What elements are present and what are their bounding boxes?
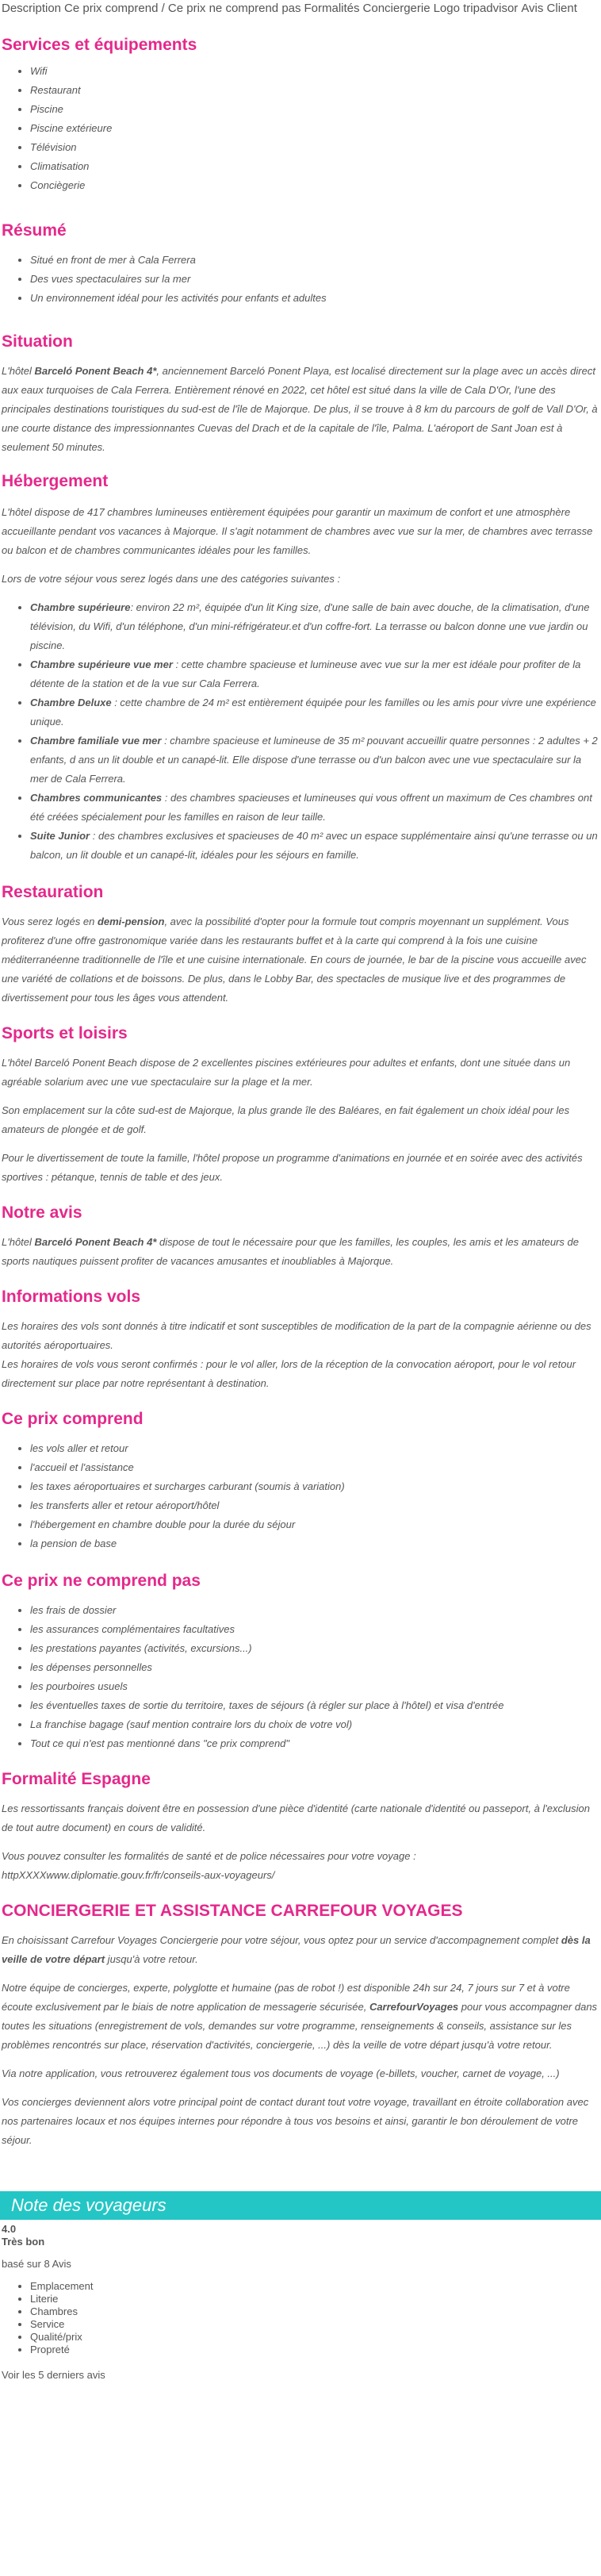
list-item: • les taxes aéroportuaires et surcharges carburant (soumis à variation) (30, 1477, 601, 1496)
notes-label: Très bon (2, 2236, 45, 2248)
notes-header (0, 2191, 601, 2220)
ne-comprend-title: Ce prix ne comprend pas (2, 1572, 201, 1590)
list-item: • Tout ce qui n'est pas mentionné dans "ce prix comprend" (30, 1734, 601, 1753)
hebergement-intro: L'hôtel dispose de 417 chambres lumineuses entièrement équipées pour garantir un maximum de confort et une atmosphère accueillante pendant vos vacances à Majorque. Il s'agit notamment de chambres avec vue sur la mer, de chambres avec terrasse ou balcon et de chambres communicantes idéales pour les familles. (2, 506, 593, 556)
rooms-list (0, 598, 601, 865)
tab-avis-client[interactable]: Avis Client (521, 2, 577, 15)
list-item: • Des vues spectaculaires sur la mer (30, 270, 601, 289)
criterion-item: • Emplacement (30, 2280, 601, 2293)
room-item: • Chambre Deluxe : cette chambre de 24 m² est entièrement équipée pour les familles ou les amis pour vivre une expérience unique. (30, 693, 601, 731)
hebergement-title: Hébergement (2, 472, 109, 490)
room-item: • Chambre supérieure: environ 22 m², équipée d'un lit King size, d'une salle de bain avec douche, de la climatisation, d'une télévision, du Wifi, d'un téléphone, d'un mini-réfrigérateur.et d'un coffre-fort. La terrasse ou balcon donne une vue jardin ou piscine. (30, 598, 601, 655)
criterion-item: • Propreté (30, 2344, 601, 2356)
restauration-title: Restauration (2, 883, 104, 901)
conciergerie-p2: Notre équipe de concierges, experte, polyglotte et humaine (pas de robot !) est disponible 24h sur 24, 7 jours sur 7 et à votre écoute exclusivement par le biais de notre application de messagerie sécurisée, CarrefourVoyages pour vous accompagner dans toutes les situations (enregistrement de vols, demandes sur votre programme, renseignements & conseils, assistance sur les problèmes rencontrés sur place, réservation d'activités, conciergerie, ...) dès la veille de votre départ jusqu'à votre retour. (2, 1982, 598, 2051)
tab-logo-tripadvisor[interactable]: Logo tripadvisor (433, 2, 519, 15)
conciergerie-p1: En choisissant Carrefour Voyages Conciergerie pour votre séjour, vous optez pour un service d'accompagnement complet dès la veille de votre départ jusqu'à votre retour. (2, 1934, 591, 1965)
avis-hotel-name: Barceló Ponent Beach 4* (34, 1236, 157, 1248)
conciergerie-p3: Via notre application, vous retrouverez également tous vos documents de voyage (e-billets, voucher, carnet de voyage, ...) (2, 2067, 560, 2079)
list-item: • Conciègerie (30, 176, 601, 195)
list-item: • l'accueil et l'assistance (30, 1458, 601, 1477)
list-item: • Un environnement idéal pour les activités pour enfants et adultes (30, 289, 601, 308)
situation-text: L'hôtel Barceló Ponent Beach 4*, anciennement Barceló Ponent Playa, est localisé directement sur la plage avec un accès direct aux eaux turquoises de Cala Ferrera. Entièrement rénové en 2022, cet hôtel est situé dans la ville de Cala D'Or, l'une des principales destinations touristiques du sud-est de l'île de Majorque. De plus, il se trouve à 8 km du parcours de golf de Vall D'Or, à une courte distance des impressionnantes Cuevas del Drach et de la capitale de l'île, Palma. L'aéroport de Sant Joan est à seulement 50 minutes. (2, 365, 598, 453)
criterion-item: • Qualité/prix (30, 2331, 601, 2344)
resume-list (0, 251, 601, 308)
conciergerie-p4: Vos concierges deviennent alors votre principal point de contact durant tout votre voyage, travaillant en étroite collaboration avec nos partenaires locaux et nos équipes internes pour répondre à tous vos besoins et ainsi, garantir le bon déroulement de votre séjour. (2, 2096, 589, 2146)
room-item: • Suite Junior : des chambres exclusives et spacieuses de 40 m² avec un espace supplémentaire ainsi qu'une terrasse ou un balcon, un lit double et un canapé-lit, idéales pour les séjours en famille. (30, 827, 601, 865)
formalite-p1: Les ressortissants français doivent être en possession d'une pièce d'identité (carte nationale d'identité ou passeport, à l'exclusion de tout autre document) en cours de validité. (2, 1802, 590, 1833)
comprend-title: Ce prix comprend (2, 1410, 144, 1428)
formalite-title: Formalité Espagne (2, 1770, 151, 1788)
restauration-text: Vous serez logés en demi-pension, avec la possibilité d'opter pour la formule tout compris moyennant un supplément. Vous profiterez d'une offre gastronomique variée dans les restaurants buffet et à la carte qui comprend à la fois une cuisine méditerranéenne traditionnelle de l'île et une cuisine internationale. En cours de journée, le bar de la piscine vous accueille avec une variété de collations et de boissons. De plus, dans le Lobby Bar, des spectacles de musique live et des programmes de divertissement pour tous les âges vous attendent. (2, 916, 587, 1004)
services-title: Services et équipements (2, 36, 197, 54)
tab-formalites[interactable]: Formalités (304, 2, 360, 15)
list-item: • Wifi (30, 62, 601, 81)
comprend-list (0, 1439, 601, 1553)
list-item: • Situé en front de mer à Cala Ferrera (30, 251, 601, 270)
list-item: • Piscine extérieure (30, 119, 601, 138)
vols-p1: Les horaires des vols sont donnés à titre indicatif et sont susceptibles de modification de la part de la compagnie aérienne ou des autorités aéroportuaires. (2, 1320, 591, 1351)
avis-title: Notre avis (2, 1204, 82, 1222)
formalite-p2: Vous pouvez consulter les formalités de santé et de police nécessaires pour votre voyage : httpXXXXwww.diplomatie.gouv.fr/fr/conseils-aux-voyageurs/ (2, 1850, 416, 1881)
vols-p2: Les horaires de vols vous seront confirmés : pour le vol aller, lors de la réception de la convocation aéroport, pour le vol retour directement sur place par notre représentant à destination. (2, 1358, 576, 1389)
sports-p1: L'hôtel Barceló Ponent Beach dispose de 2 excellentes piscines extérieures pour adultes et enfants, dont une située dans un agréable solarium avec une vue spectaculaire sur la plage et la mer. (2, 1057, 571, 1088)
ne-comprend-list (0, 1601, 601, 1753)
tab-prix[interactable]: Ce prix comprend / Ce prix ne comprend pas (64, 2, 301, 15)
tab-description[interactable]: Description (2, 2, 62, 15)
hebergement-lead: Lors de votre séjour vous serez logés dans une des catégories suivantes : (2, 573, 341, 585)
hotel-name: Barceló Ponent Beach 4* (34, 365, 157, 377)
sports-title: Sports et loisirs (2, 1024, 128, 1042)
sports-p2: Son emplacement sur la côte sud-est de Majorque, la plus grande île des Baléares, en fait également un choix idéal pour les amateurs de plongée et de golf. (2, 1104, 570, 1135)
list-item: • les assurances complémentaires facultatives (30, 1620, 601, 1639)
avis-text: L'hôtel Barceló Ponent Beach 4* dispose de tout le nécessaire pour que les familles, les couples, les amis et les amateurs de sports nautiques puissent profiter de vacances amusantes et inoubliables à Majorque. (2, 1236, 579, 1267)
room-item: • Chambres communicantes : des chambres spacieuses et lumineuses qui vous offrent un maximum de Ces chambres ont été créées spécialement pour les familles en raison de leur taille. (30, 789, 601, 827)
room-item: • Chambre familiale vue mer : chambre spacieuse et lumineuse de 35 m² pouvant accueillir quatre personnes : 2 adultes + 2 enfants, d ans un lit double et un canapé-lit. Elle dispose d'une terrasse ou d'un balcon avec une vue spectaculaire sur la mer de Cala Ferrera. (30, 731, 601, 789)
list-item: • La franchise bagage (sauf mention contraire lors du choix de votre vol) (30, 1715, 601, 1734)
list-item: • les vols aller et retour (30, 1439, 601, 1458)
see-reviews-link[interactable]: Voir les 5 derniers avis (2, 2369, 105, 2381)
list-item: • les frais de dossier (30, 1601, 601, 1620)
sports-p3: Pour le divertissement de toute la famille, l'hôtel propose un programme d'animations en journée et en soirée avec des activités sportives : pétanque, tennis de table et des jeux. (2, 1152, 583, 1183)
vols-title: Informations vols (2, 1288, 141, 1306)
list-item: • les prestations payantes (activités, excursions...) (30, 1639, 601, 1658)
room-item: • Chambre supérieure vue mer : cette chambre spacieuse et lumineuse avec vue sur la mer est idéale pour profiter de la détente de la station et de la vue sur Cala Ferrera. (30, 655, 601, 693)
formula: demi-pension (97, 916, 165, 927)
list-item: • les dépenses personnelles (30, 1658, 601, 1677)
list-item: • Piscine (30, 100, 601, 119)
situation-title: Situation (2, 332, 73, 351)
list-item: • Restaurant (30, 81, 601, 100)
conciergerie-title: CONCIERGERIE ET ASSISTANCE CARREFOUR VOYAGES (2, 1902, 463, 1920)
criteria-list (0, 2280, 601, 2356)
list-item: • les éventuelles taxes de sortie du territoire, taxes de séjours (à régler sur place à l'hôtel) et visa d'entrée (30, 1696, 601, 1715)
notes-based: basé sur 8 Avis (2, 2258, 71, 2270)
tab-bar (0, 0, 601, 17)
services-list (0, 62, 601, 195)
list-item: • la pension de base (30, 1534, 601, 1553)
tab-conciergerie[interactable]: Conciergerie (362, 2, 431, 15)
criterion-item: • Chambres (30, 2305, 601, 2318)
list-item: • les pourboires usuels (30, 1677, 601, 1696)
notes-score: 4.0 (2, 2223, 17, 2235)
list-item: • les transferts aller et retour aéroport/hôtel (30, 1496, 601, 1515)
list-item: • Climatisation (30, 157, 601, 176)
notes-title: Note des voyageurs (11, 2195, 167, 2215)
resume-title: Résumé (2, 221, 67, 240)
criterion-item: • Literie (30, 2293, 601, 2305)
criterion-item: • Service (30, 2318, 601, 2331)
list-item: • Télévision (30, 138, 601, 157)
list-item: • l'hébergement en chambre double pour la durée du séjour (30, 1515, 601, 1534)
